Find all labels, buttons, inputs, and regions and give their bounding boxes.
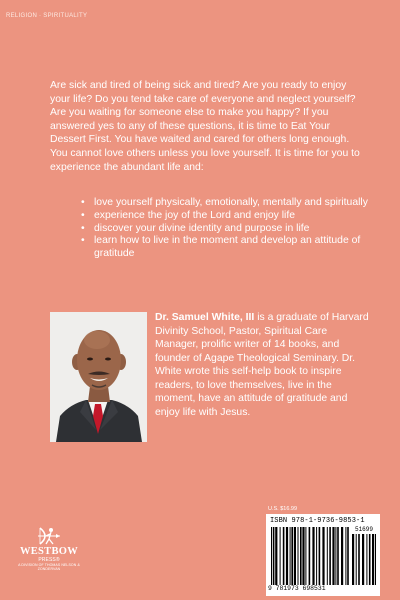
- barcode-bar: [294, 527, 296, 585]
- barcode-bar: [280, 527, 281, 585]
- barcode-bar: [291, 527, 293, 585]
- barcode-bar: [332, 527, 334, 585]
- benefit-item: • love yourself physically, emotionally, mentally and spiritually: [81, 197, 371, 210]
- barcode-bar: [271, 527, 272, 585]
- barcode-bar: [352, 534, 354, 585]
- benefits-list: [81, 197, 371, 261]
- barcode: [266, 514, 380, 596]
- barcode-bar: [316, 527, 317, 585]
- barcode-bar: [327, 527, 328, 585]
- barcode-bars: [270, 527, 350, 585]
- author-name: Dr. Samuel White, III: [155, 312, 255, 323]
- price-label: U.S. $16.99: [268, 506, 298, 512]
- barcode-bar: [322, 527, 324, 585]
- barcode-bar: [290, 527, 291, 585]
- barcode-digits: 9 781973 698531: [268, 585, 326, 592]
- benefit-item: • discover your divine identity and purpose in life: [81, 223, 371, 236]
- barcode-bar: [312, 527, 314, 585]
- barcode-bar: [305, 527, 306, 585]
- barcode-bar: [335, 527, 336, 585]
- isbn-text: ISBN 978-1-9736-9853-1: [270, 517, 365, 525]
- barcode-bar: [319, 527, 321, 585]
- publisher-logo: [14, 526, 84, 586]
- barcode-bar: [345, 527, 346, 585]
- barcode-bar: [372, 534, 374, 585]
- barcode-bar: [309, 527, 311, 585]
- publisher-name: WESTBOW: [19, 546, 79, 557]
- barcode-bar: [341, 527, 343, 585]
- barcode-addon-bars: [351, 534, 377, 585]
- category-label: RELIGION · SPIRITUALITY: [6, 13, 88, 19]
- barcode-bar: [358, 534, 360, 585]
- barcode-bar: [286, 527, 288, 585]
- barcode-bar: [298, 527, 299, 585]
- author-bio-text: is a graduate of Harvard Divinity School, Pastor, Spiritual Care Manager, prolific writer of 14 books, and founder of Agape Theological Seminary. Dr. White wrote this self-help book to inspire readers, to love themselves, live in the moment, have an attitude of gratitude and enjoy life with Jesus.: [155, 312, 369, 418]
- benefit-item: • experience the joy of the Lord and enjoy life: [81, 210, 371, 223]
- barcode-bar: [273, 527, 275, 585]
- barcode-bar: [362, 534, 364, 585]
- back-cover-blurb: Are sick and tired of being sick and tired? Are you ready to enjoy your life? Do you tend take care of everyone and neglect yourself? Are you waiting for someone else to make you happy? If you answered yes to any of these questions, it is time to Eat Your Dessert First. You have waited and cared for others long enough. You cannot love others unless you love yourself. It is time for you to experience the abundant life and:: [50, 80, 360, 173]
- author-portrait-image: [50, 312, 147, 442]
- barcode-bar: [300, 527, 302, 585]
- barcode-addon-code: 51699: [354, 526, 373, 533]
- barcode-bar: [329, 527, 331, 585]
- barcode-bar: [275, 527, 277, 585]
- publisher-tagline: A DIVISION OF THOMAS NELSON & ZONDERVAN: [18, 563, 80, 571]
- barcode-bar: [302, 527, 304, 585]
- barcode-bar: [356, 534, 357, 585]
- barcode-bar: [375, 534, 376, 585]
- barcode-bar: [347, 527, 349, 585]
- archer-icon: [36, 526, 62, 546]
- author-bio: [155, 311, 370, 419]
- author-photo: [50, 312, 147, 442]
- publisher-sub-name: PRESS®: [38, 557, 60, 563]
- barcode-bar: [283, 527, 285, 585]
- benefit-item: • learn how to live in the moment and develop an attitude of gratitude: [81, 235, 371, 261]
- barcode-bar: [366, 534, 367, 585]
- barcode-bar: [369, 534, 371, 585]
- barcode-bar: [337, 527, 339, 585]
